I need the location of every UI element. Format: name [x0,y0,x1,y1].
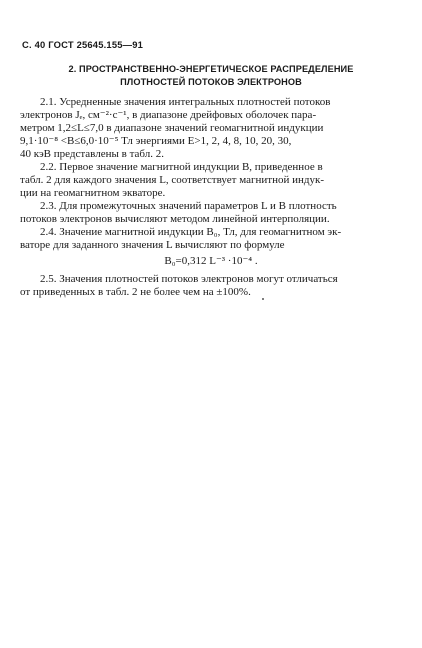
running-head: С. 40 ГОСТ 25645.155—91 [22,39,144,50]
paragraph-2-3-line: потоков электронов вычисляют методом линейной интерполяции. [20,213,330,225]
paragraph-2-2-line: 2.2. Первое значение магнитной индукции В, приведенное в [40,161,323,173]
section-title-line-2: ПЛОТНОСТЕЙ ПОТОКОВ ЭЛЕКТРОНОВ [120,77,302,87]
paragraph-2-2-line: табл. 2 для каждого значения L, соответствует магнитной индук- [20,174,324,186]
paragraph-2-1-line: 2.1. Усредненные значения интегральных плотностей потоков [40,96,331,108]
stray-mark [262,298,264,300]
paragraph-2-5-line: 2.5. Значения плотностей потоков электронов могут отличаться [40,273,338,285]
section-title-line-1: 2. ПРОСТРАНСТВЕННО-ЭНЕРГЕТИЧЕСКОЕ РАСПРЕДЕЛЕНИЕ [68,64,354,74]
paragraph-2-1-line: метром 1,2≤L≤7,0 в диапазоне значений геомагнитной индукции [20,122,324,134]
paragraph-2-4-line: ваторе для заданного значения L вычисляют по формуле [20,239,285,251]
paragraph-2-4-line: 2.4. Значение магнитной индукции В₀, Тл, для геомагнитном эк- [40,226,342,238]
paragraph-2-5-line: от приведенных в табл. 2 не более чем на ±100%. [20,286,251,298]
paragraph-2-1-line: 40 кэВ представлены в табл. 2. [20,148,164,160]
paragraph-2-2-line: ции на геомагнитном экваторе. [20,187,166,199]
paragraph-2-1-line: 9,1·10⁻⁸ <B≤6,0·10⁻⁵ Тл энергиями E>1, 2, 4, 8, 10, 20, 30, [20,135,292,147]
paragraph-2-1-line: электронов Jₑ, см⁻²·с⁻¹, в диапазоне дрейфовых оболочек пара- [20,109,317,121]
paragraph-2-3-line: 2.3. Для промежуточных значений параметров L и В плотность [40,200,337,212]
formula: В₀=0,312 L⁻³ ·10⁻⁴ . [164,255,258,267]
